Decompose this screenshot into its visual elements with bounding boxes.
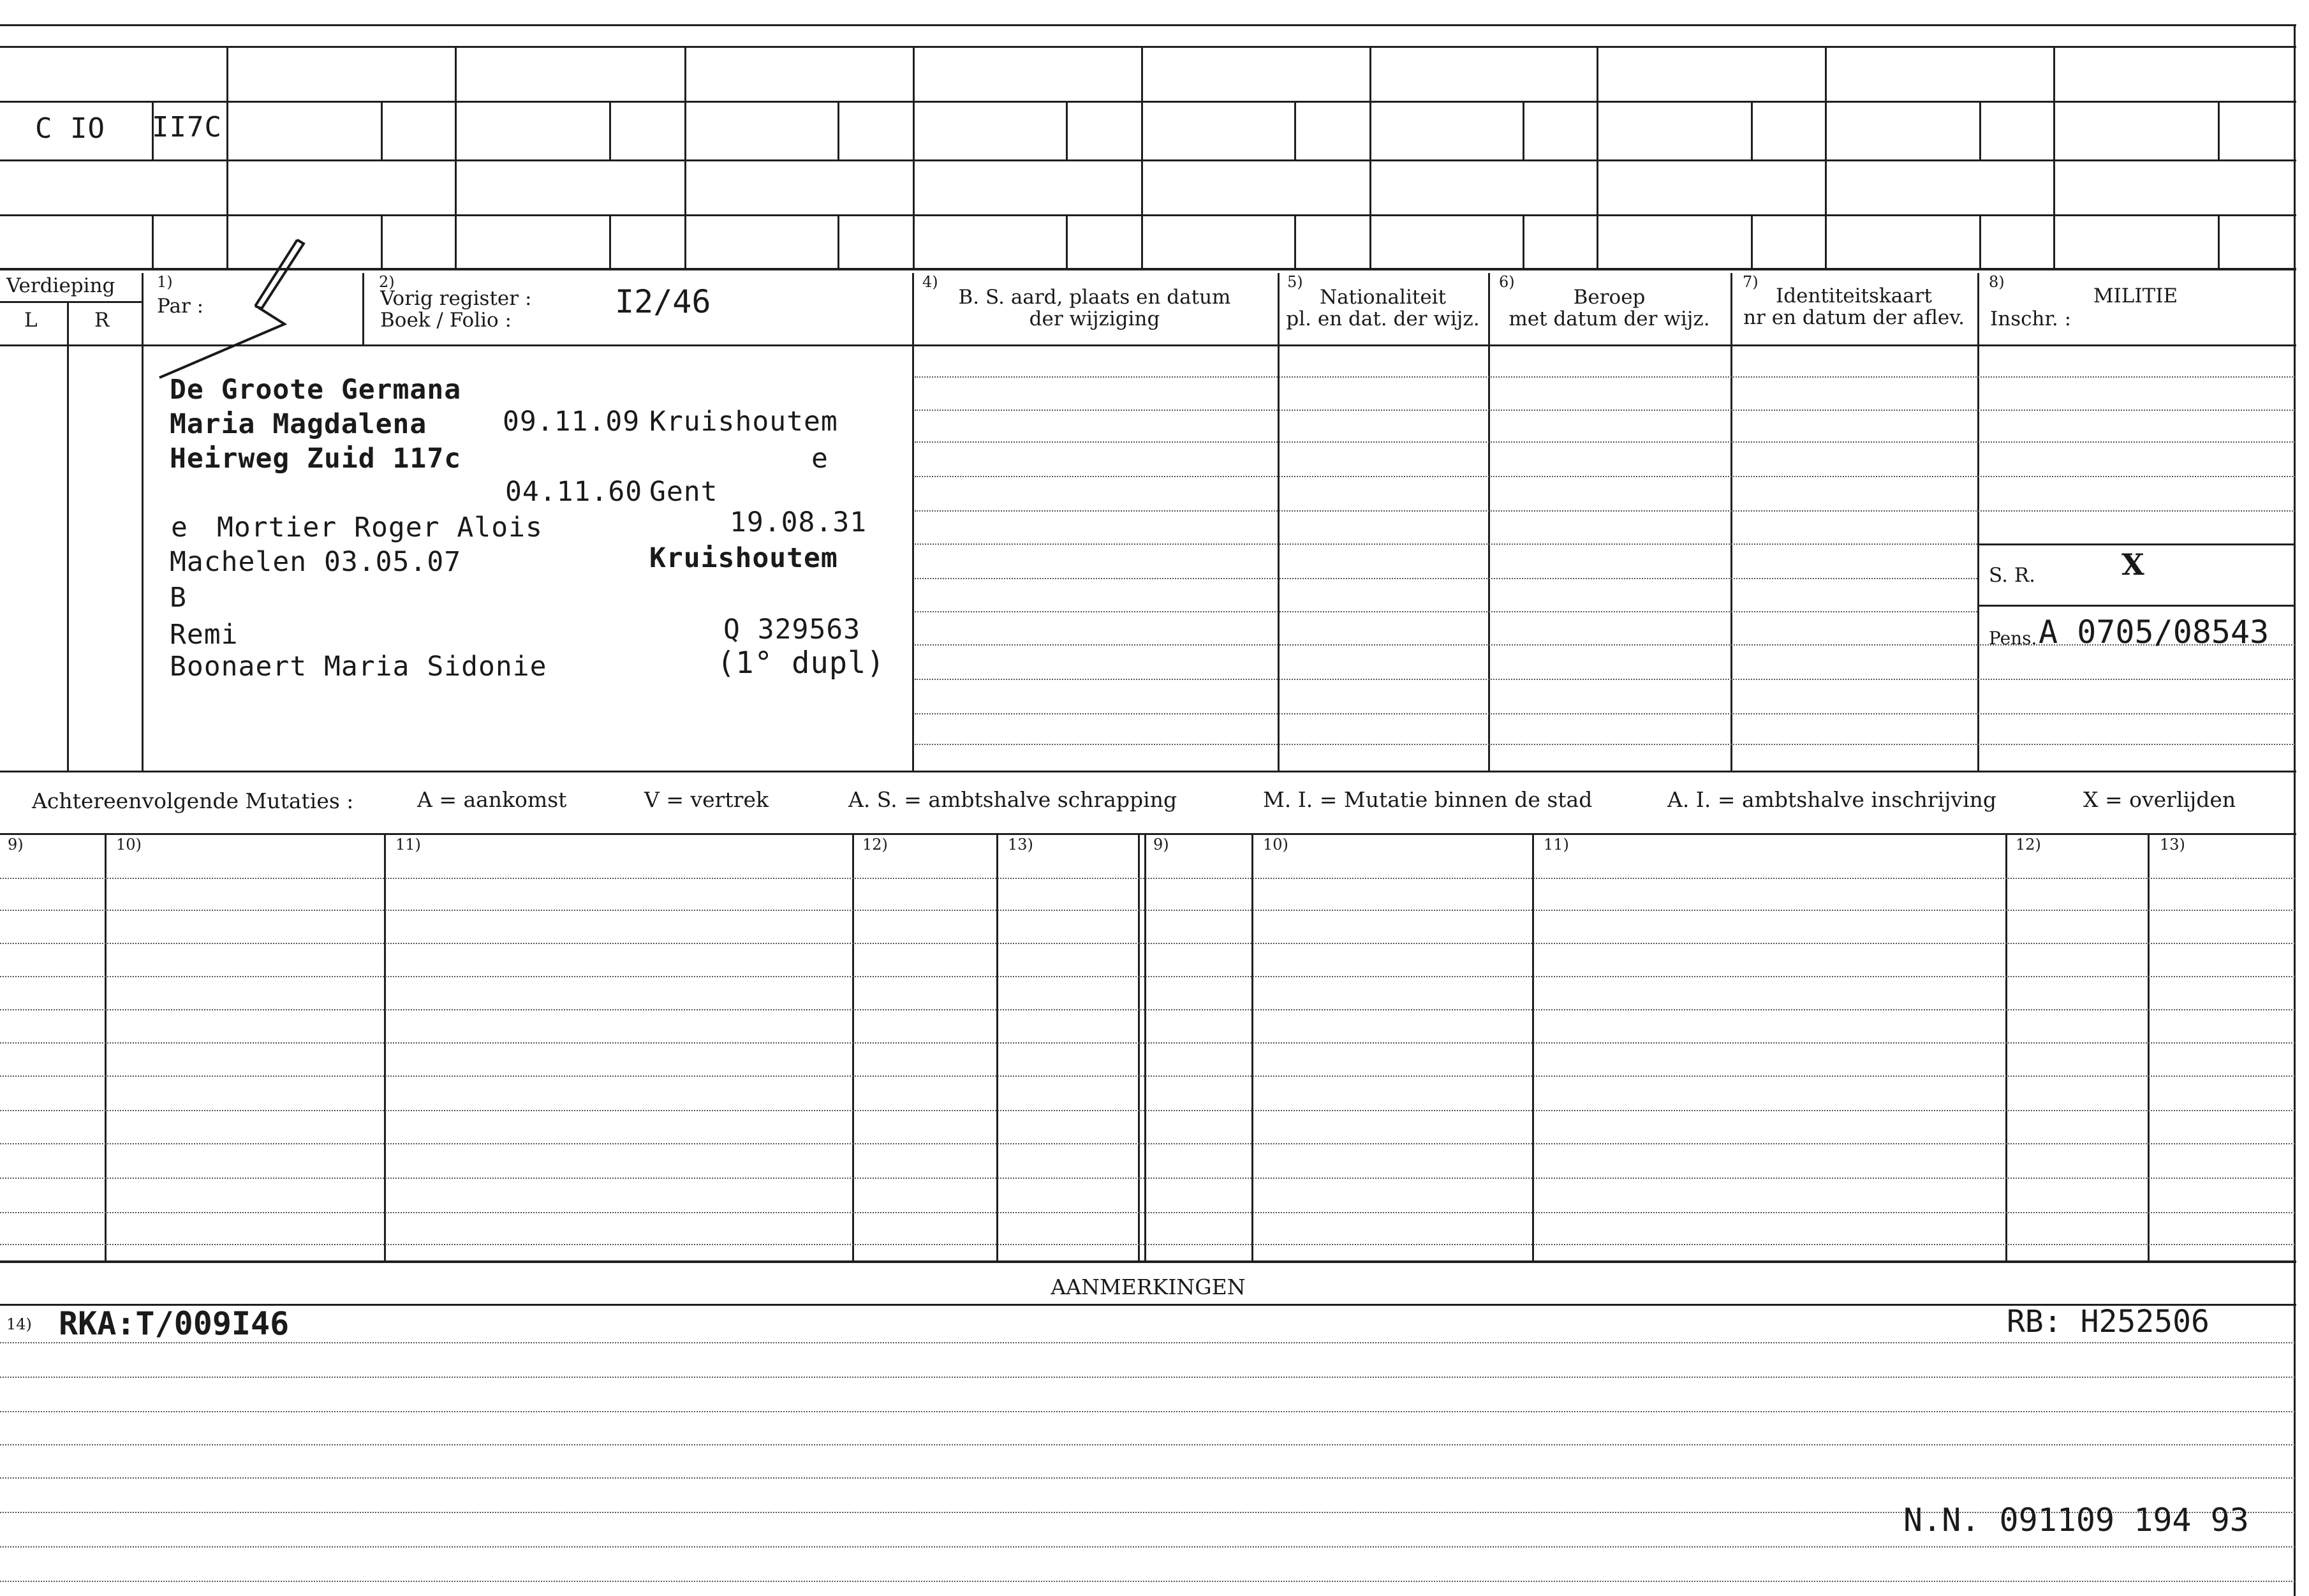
marker-e: e <box>811 443 829 475</box>
pens-label: Pens. <box>1989 628 2037 649</box>
nationaliteit-header: Nationaliteit <box>1319 286 1447 309</box>
bs-row-line <box>915 713 2295 714</box>
col-l-label: L <box>24 309 38 332</box>
person-name-line1: De Groote Germana <box>170 374 462 406</box>
legend-item-aankomst: A = aankomst <box>417 787 567 812</box>
mutaties-legend-title: Achtereenvolgende Mutaties : <box>32 788 354 813</box>
card-code-prefix: C IO <box>35 112 105 145</box>
top-grid-line-2 <box>0 101 2296 103</box>
person-name-line2: Maria Magdalena <box>170 408 427 440</box>
verdieping-divider <box>0 301 142 303</box>
mutations-top-line <box>0 833 2296 835</box>
beroep-subheader: met datum der wijz. <box>1509 307 1710 330</box>
id-duplicate: (1° dupl) <box>717 646 885 681</box>
top-grid-line-4 <box>0 214 2296 216</box>
mutation-col-number: 9) <box>8 836 24 853</box>
mutation-col <box>384 833 386 1260</box>
beroep-header: Beroep <box>1573 286 1646 309</box>
field-number-14: 14) <box>6 1315 32 1333</box>
aanmerkingen-title: AANMERKINGEN <box>1051 1275 1246 1299</box>
sr-label: S. R. <box>1989 564 2036 587</box>
field-number-2: 2) <box>379 273 395 291</box>
mutation-col-number: 11) <box>1544 836 1569 853</box>
pens-value: A 0705/08543 <box>2039 614 2269 651</box>
field-number-4: 4) <box>922 273 938 291</box>
legend-item-overlijden: X = overlijden <box>2083 787 2236 812</box>
header-bottom-line <box>0 344 2296 346</box>
top-grid-subcol <box>609 101 611 159</box>
nn-number: N.N. 091109 194 93 <box>1903 1502 2249 1539</box>
verdieping-label: Verdieping <box>6 274 115 297</box>
mother-name: Boonaert Maria Sidonie <box>170 651 547 683</box>
mutations-bottom-line <box>0 1260 2296 1263</box>
mutation-col-number: 10) <box>116 836 142 853</box>
mutation-col-number: 13) <box>1008 836 1033 853</box>
bs-row-line <box>915 644 1977 646</box>
top-grid-col <box>455 46 457 268</box>
top-grid-subcol <box>609 214 611 268</box>
mutation-row-line <box>0 1009 2295 1010</box>
mutation-col <box>1251 833 1253 1260</box>
legend-item-mutatie: M. I. = Mutatie binnen de stad <box>1263 787 1593 812</box>
remarks-top-line <box>0 1304 2296 1306</box>
top-grid-subcol <box>1066 101 1068 159</box>
top-grid-line-1 <box>0 46 2296 48</box>
par-label: Par : <box>157 295 204 318</box>
legend-item-inschrijving: A. I. = ambtshalve inschrijving <box>1667 787 1997 812</box>
sr-value: X <box>2121 547 2144 582</box>
field-number-7: 7) <box>1743 273 1759 291</box>
col-divider-8 <box>1977 273 1979 771</box>
top-grid-subcol <box>381 214 383 268</box>
top-grid-subcol <box>1523 101 1524 159</box>
birth-date: 09.11.09 <box>503 406 640 438</box>
militie-sr-line <box>1977 543 2295 545</box>
mutation-col <box>2148 833 2150 1260</box>
top-grid-col <box>1369 46 1371 268</box>
legend-item-schrapping: A. S. = ambtshalve schrapping <box>848 787 1177 812</box>
mutation-row-line <box>0 943 2295 944</box>
col-divider-r <box>142 273 144 771</box>
mutation-row-line <box>0 976 2295 977</box>
mutation-row-line <box>0 878 2295 879</box>
spouse-birth: Machelen 03.05.07 <box>170 546 462 578</box>
mutation-row-line <box>0 1143 2295 1144</box>
mutation-col-number: 9) <box>1153 836 1169 853</box>
mutation-row-line <box>0 1212 2295 1213</box>
vorig-register-label: Vorig register : <box>380 287 532 310</box>
bs-header-line1: B. S. aard, plaats en datum <box>958 286 1231 309</box>
mutation-col <box>2005 833 2007 1260</box>
mutation-row-line <box>0 1110 2295 1111</box>
bs-row-line <box>915 510 2295 512</box>
father-name: Remi <box>170 619 239 651</box>
registration-date: 04.11.60 <box>505 476 643 508</box>
remarks-row-line <box>0 1377 2295 1378</box>
nationaliteit-subheader: pl. en dat. der wijz. <box>1286 307 1480 330</box>
inschr-label: Inschr. : <box>1990 307 2072 330</box>
col-r-label: R <box>94 309 110 332</box>
remarks-row-line <box>0 1546 2295 1548</box>
address: Heirweg Zuid 117c <box>170 443 462 475</box>
top-grid-col <box>226 46 228 268</box>
top-grid-subcol <box>1751 101 1753 159</box>
mutation-col-number: 11) <box>395 836 421 853</box>
mutation-row-line <box>0 1075 2295 1077</box>
spouse-prefix: e <box>171 512 188 543</box>
spouse-name: Mortier Roger Alois <box>217 512 543 543</box>
top-grid-line-5 <box>0 268 2296 270</box>
col-divider-5 <box>1278 273 1280 771</box>
mutation-col <box>105 833 107 1260</box>
col-divider-par <box>362 273 364 344</box>
mutation-col-double <box>1144 833 1146 1260</box>
bs-row-line <box>915 376 2295 378</box>
militie-header: MILITIE <box>2093 284 2178 307</box>
remarks-row-line <box>0 1411 2295 1412</box>
bs-row-line <box>915 611 1977 612</box>
mutation-row-line <box>0 1042 2295 1044</box>
rb-reference: RB: H252506 <box>2007 1304 2209 1340</box>
identiteitskaart-subheader: nr en datum der aflev. <box>1743 306 1965 329</box>
top-grid-col <box>1141 46 1143 268</box>
top-grid-subcol <box>1294 214 1296 268</box>
top-grid-subcol <box>1979 214 1981 268</box>
col-divider-6 <box>1488 273 1490 771</box>
rka-reference: RKA:T/009I46 <box>59 1305 290 1342</box>
id-number: Q 329563 <box>723 614 861 646</box>
col-divider-7 <box>1730 273 1732 771</box>
field-number-8: 8) <box>1989 273 2005 291</box>
top-grid-subcol <box>1066 214 1068 268</box>
remarks-row-line <box>0 1342 2295 1343</box>
card-code-number: II7C <box>152 111 222 144</box>
b-marker: B <box>170 582 187 614</box>
top-grid-col <box>1825 46 1827 268</box>
handwritten-mark <box>153 236 306 383</box>
legend-item-vertrek: V = vertrek <box>644 787 769 812</box>
registration-place: Gent <box>649 476 718 508</box>
top-grid-subcol <box>1979 101 1981 159</box>
boek-folio-label: Boek / Folio : <box>380 309 512 332</box>
mutation-col <box>996 833 998 1260</box>
bs-header-line2: der wijziging <box>1029 307 1160 330</box>
bs-row-line <box>915 578 1977 579</box>
mutation-col-double <box>1138 833 1140 1260</box>
right-border <box>2294 24 2296 1596</box>
bs-row-line <box>915 543 1977 545</box>
birth-place: Kruishoutem <box>649 406 838 438</box>
mutation-col <box>1532 833 1534 1260</box>
top-grid-col <box>913 46 915 268</box>
field-number-6: 6) <box>1499 273 1515 291</box>
identiteitskaart-header: Identiteitskaart <box>1776 284 1932 307</box>
mutation-row-line <box>0 1244 2295 1245</box>
bs-row-line <box>915 744 2295 745</box>
vorig-register-value: I2/46 <box>615 283 711 320</box>
mutation-col <box>852 833 854 1260</box>
bs-row-line <box>915 679 2295 680</box>
top-grid-subcol <box>1523 214 1524 268</box>
top-grid-subcol <box>2218 214 2220 268</box>
field-number-5: 5) <box>1287 273 1303 291</box>
col-divider-lr <box>67 301 69 771</box>
top-grid-subcol <box>1751 214 1753 268</box>
top-grid-subcol <box>2218 101 2220 159</box>
bs-row-line <box>915 441 2295 443</box>
mutation-row-line <box>0 910 2295 911</box>
mutation-col-number: 12) <box>862 836 888 853</box>
top-grid-subcol <box>837 214 839 268</box>
militie-pens-line <box>1977 605 2295 607</box>
mutation-col-number: 10) <box>1263 836 1288 853</box>
spouse-date: 19.08.31 <box>730 506 867 538</box>
top-grid-subcol <box>381 101 383 159</box>
bs-row-line <box>915 410 2295 411</box>
mutation-col-number: 13) <box>2160 836 2185 853</box>
remarks-row-line <box>0 1581 2295 1582</box>
top-grid-line-3 <box>0 159 2296 161</box>
top-grid-subcol <box>837 101 839 159</box>
top-grid-col <box>1597 46 1598 268</box>
mutation-col-number: 12) <box>2016 836 2041 853</box>
remarks-row-line <box>0 1477 2295 1479</box>
top-grid-subcol <box>1294 101 1296 159</box>
top-edge-line <box>0 24 2296 26</box>
top-grid-col <box>2053 46 2055 268</box>
col-divider-4 <box>912 273 914 771</box>
bs-row-line <box>915 476 2295 477</box>
remarks-row-line <box>0 1444 2295 1445</box>
field-number-1: 1) <box>157 273 173 291</box>
mutation-row-line <box>0 1178 2295 1179</box>
spouse-place: Kruishoutem <box>649 542 838 574</box>
body-bottom-line <box>0 771 2296 772</box>
top-grid-col <box>684 46 686 268</box>
